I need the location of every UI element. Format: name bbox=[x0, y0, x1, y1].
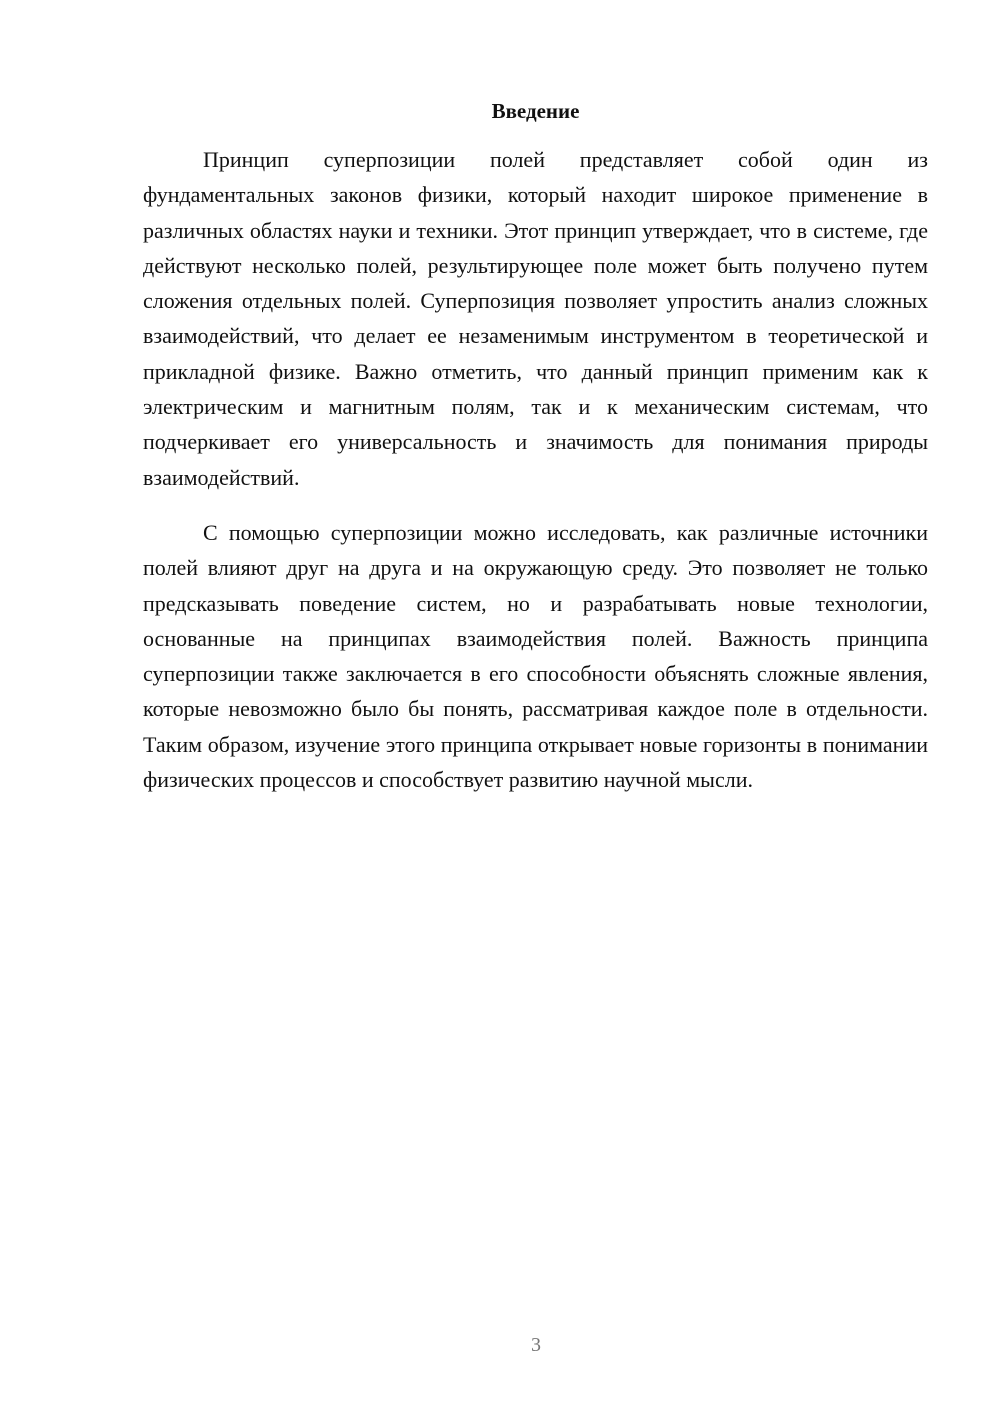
page-number: 3 bbox=[531, 1334, 541, 1356]
paragraph-1: Принцип суперпозиции полей представляет собой один из фундаментальных законов физики, который находит широкое применение в различных областях науки и техники. Этот принцип утверждает, что в системе, где действуют несколько полей, результирующее поле может быть получено путем сложения отдельных полей. Суперпозиция позволяет упростить анализ сложных взаимодействий, что делает ее незаменимым инструментом в теоретической и прикладной физике. Важно отметить, что данный принцип применим как к электрическим и магнитным полям, так и к механическим системам, что подчеркивает его универсальность и значимость для понимания природы взаимодействий. bbox=[143, 147, 928, 490]
paragraph-2: С помощью суперпозиции можно исследовать, как различные источники полей влияют друг на друга и на окружающую среду. Это позволяет не только предсказывать поведение систем, но и разрабатывать новые технологии, основанные на принципах взаимодействия полей. Важность принципа суперпозиции также заключается в его способности объяснять сложные явления, которые невозможно было бы понять, рассматривая каждое поле в отдельности. Таким образом, изучение этого принципа открывает новые горизонты в понимании физических процессов и способствует развитию научной мысли. bbox=[143, 519, 928, 793]
section-title: Введение bbox=[491, 99, 580, 123]
page-content bbox=[143, 96, 928, 797]
